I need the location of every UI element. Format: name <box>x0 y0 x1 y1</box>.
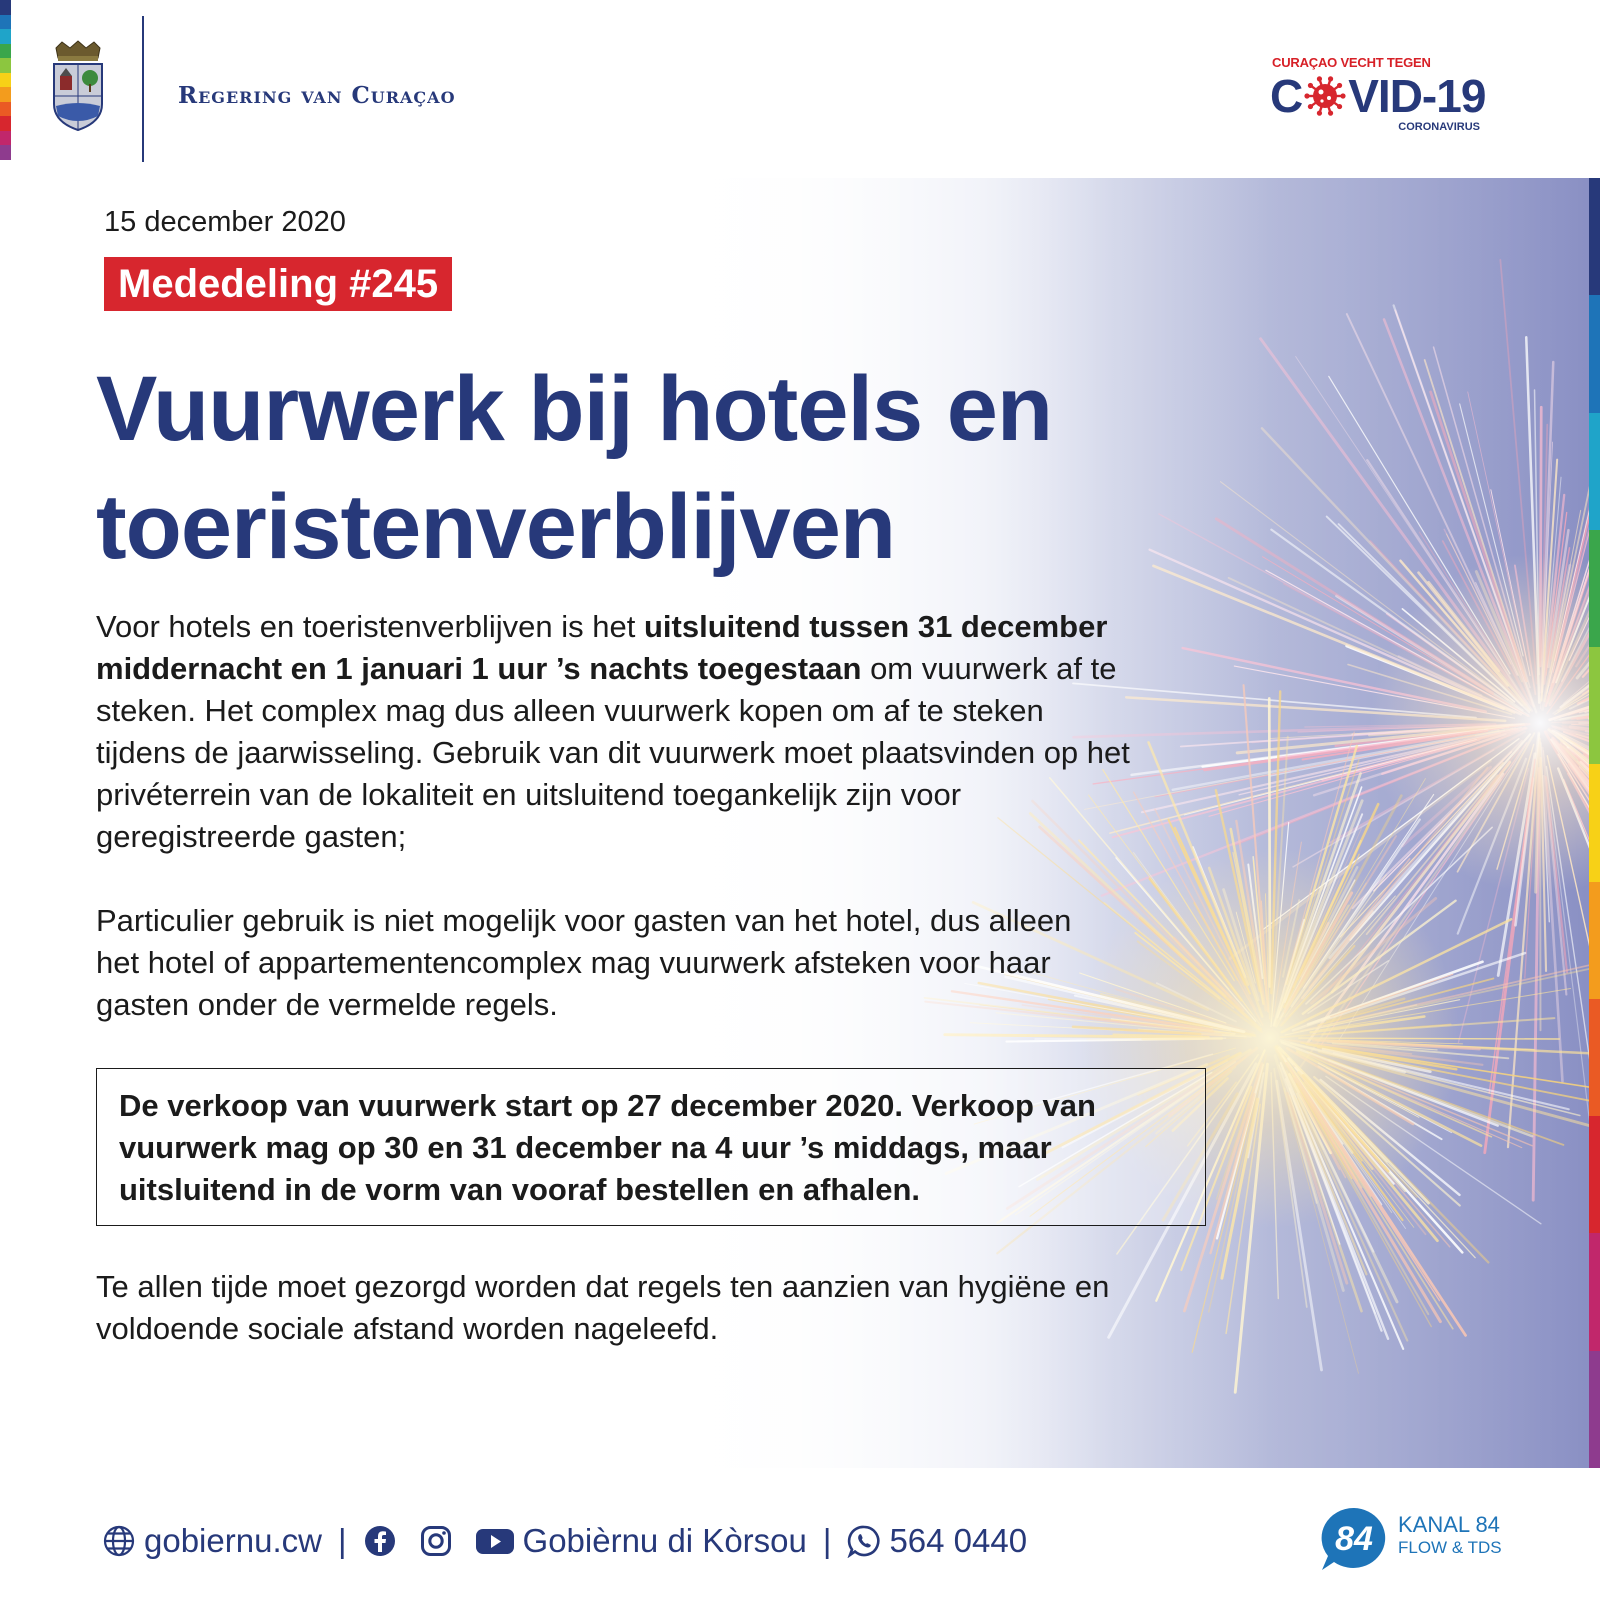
kanal-title: KANAL 84 <box>1398 1512 1500 1537</box>
globe-icon <box>102 1524 136 1558</box>
paragraph-hotels-bold: uitsluitend tussen 31 december middernacht en 1 januari 1 uur ’s nachts toegestaan <box>96 609 1108 686</box>
announcement-badge: Mededeling #245 <box>104 257 452 311</box>
kanal-subtitle: FLOW & TDS <box>1398 1538 1502 1557</box>
instagram-icon[interactable] <box>419 1524 453 1558</box>
social-name[interactable]: Gobièrnu di Kòrsou <box>522 1522 807 1559</box>
paragraph-private-use: Particulier gebruik is niet mogelijk voor gasten van het hotel, dus alleen het hotel of appartementencomplex mag vuurwerk afsteken voor haar gasten onder de vermelde regels. <box>96 903 1072 1022</box>
virus-spike-tip <box>1308 104 1313 109</box>
separator: | <box>822 1522 832 1559</box>
website-link[interactable]: gobiernu.cw <box>144 1522 322 1559</box>
government-name: Regering van Curaçao <box>178 82 456 109</box>
covid-title-left: C <box>1270 70 1303 122</box>
virus-spike-tip <box>1317 76 1322 81</box>
kanal-84-badge-icon <box>1318 1506 1390 1572</box>
facebook-icon[interactable] <box>363 1524 397 1558</box>
virus-spike-tip <box>1305 93 1310 98</box>
crest-icon <box>48 40 108 132</box>
covid-tagline: CURAÇAO VECHT TEGEN <box>1272 55 1431 70</box>
paragraph-hotels-rest: om vuurwerk af te steken. Het complex mag dus alleen vuurwerk kopen om af te steken tijdens de jaarwisseling. Gebruik van dit vuurwerk moet plaatsvinden op het privéterrein van de lokaliteit en uitsluitend toegankelijk zijn voor geregistreerde gasten; <box>96 651 1130 854</box>
covid-title <box>1270 70 1486 122</box>
kanal-number: 84 <box>1335 1520 1373 1558</box>
whatsapp-number[interactable]: 564 0440 <box>889 1522 1028 1559</box>
virus-spike-tip <box>1317 111 1322 116</box>
paragraph-hotels <box>96 606 1136 858</box>
covid-subtitle: CORONAVIRUS <box>1398 121 1480 133</box>
kanal-84-logo <box>1318 1506 1518 1576</box>
virus-spike-tip <box>1337 83 1342 88</box>
covid-title-right: VID-19 <box>1348 70 1486 122</box>
header <box>0 0 1600 178</box>
virus-spike-tip <box>1328 111 1333 116</box>
paragraph-hotels-intro: Voor hotels en toeristenverblijven is het <box>96 609 644 644</box>
virus-spike-tip <box>1328 76 1333 81</box>
sales-notice-box: De verkoop van vuurwerk start op 27 december 2020. Verkoop van vuurwerk mag op 30 en 31 december na 4 uur ’s middags, maar uitsluitend in de vorm van vooraf bestellen en afhalen. <box>96 1068 1206 1226</box>
covid-logo <box>1270 55 1510 135</box>
virus-spike-tip <box>1308 83 1313 88</box>
color-stripe-left <box>0 0 11 160</box>
header-divider <box>142 16 144 162</box>
announcement-title: Vuurwerk bij hotels en toeristenverblijven <box>96 358 1053 578</box>
youtube-icon[interactable] <box>475 1524 515 1558</box>
separator: | <box>337 1522 347 1559</box>
virus-spike-tip <box>1337 104 1342 109</box>
contact-bar <box>102 1516 1027 1566</box>
announcement-date: 15 december 2020 <box>104 206 346 238</box>
color-stripe-right <box>1589 178 1600 1468</box>
paragraph-hygiene: Te allen tijde moet gezorgd worden dat regels ten aanzien van hygiëne en voldoende sociale afstand worden nageleefd. <box>96 1269 1110 1346</box>
whatsapp-icon[interactable] <box>847 1524 881 1558</box>
virus-spike-tip <box>1341 93 1346 98</box>
virus-icon <box>1304 75 1346 117</box>
